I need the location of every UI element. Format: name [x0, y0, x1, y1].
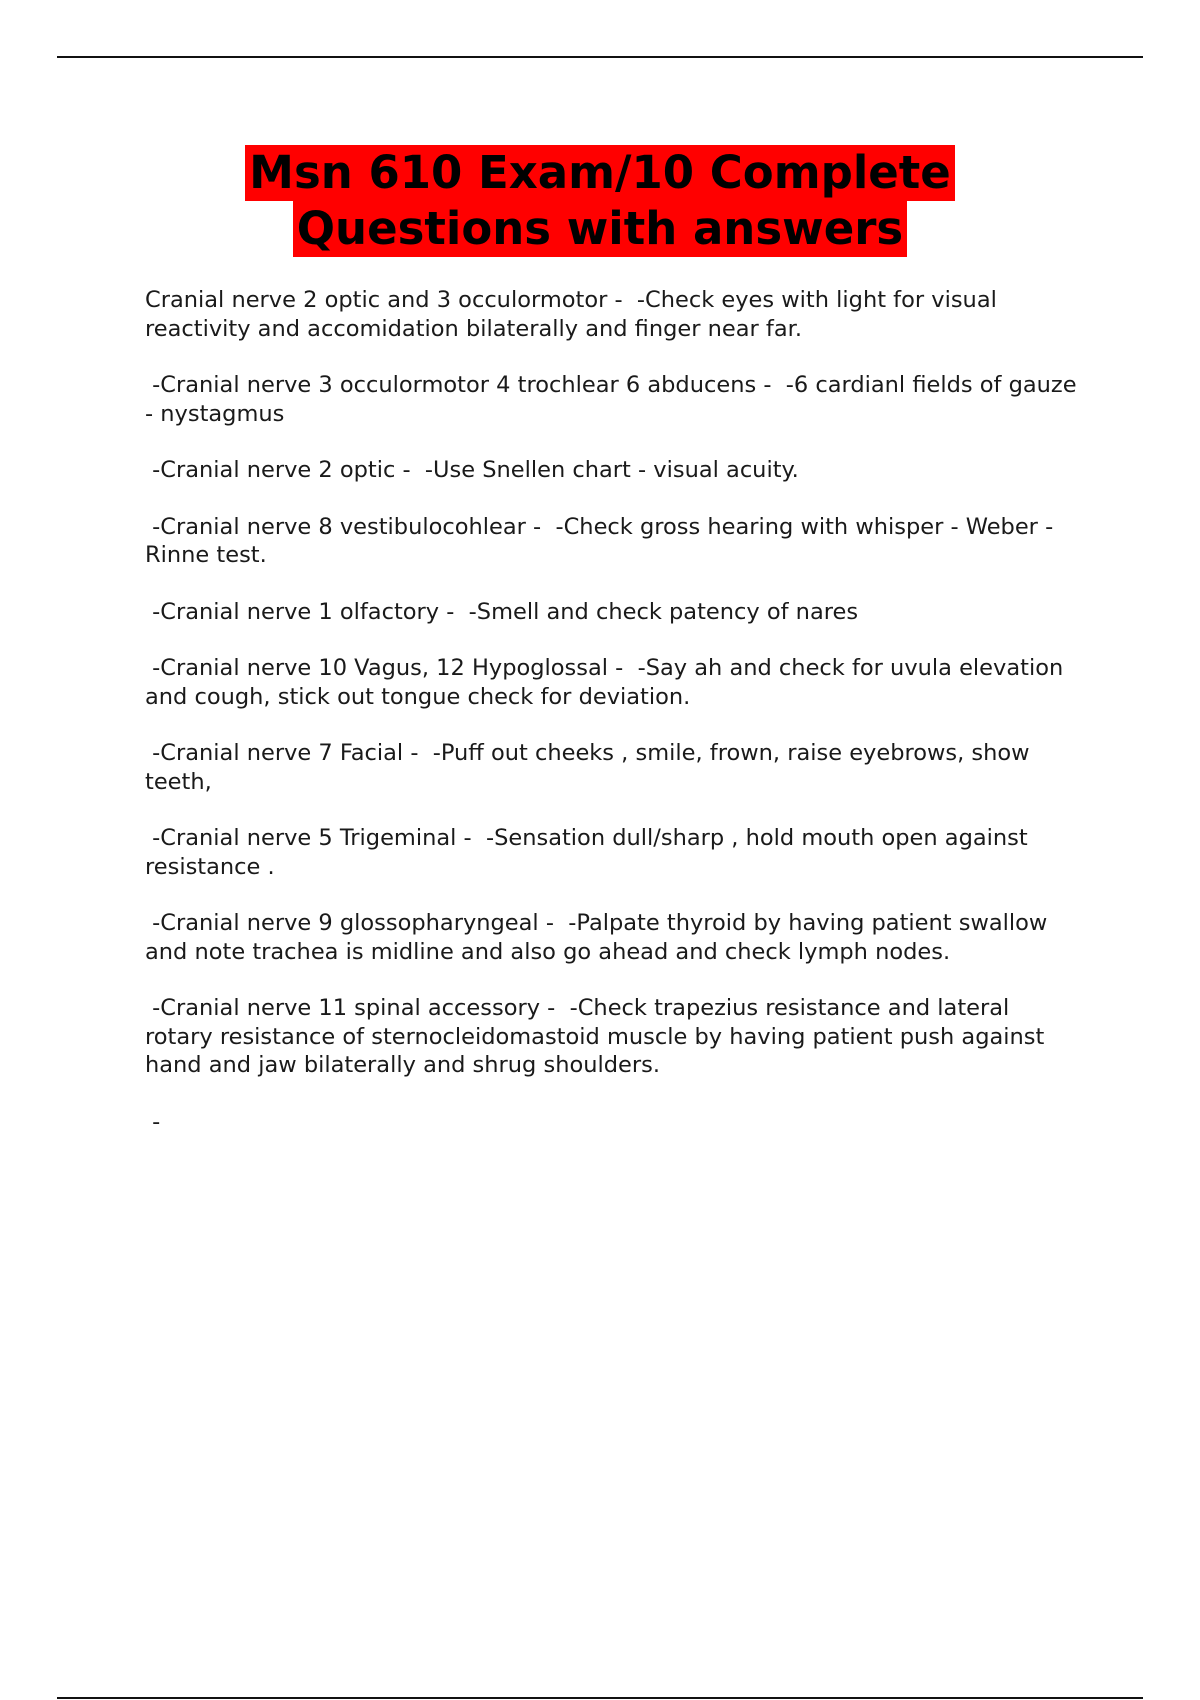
- qa-entry: -Cranial nerve 10 Vagus, 12 Hypoglossal - -Say ah and check for uvula elevation and cough, stick out tongue check for deviation.: [145, 655, 1071, 710]
- top-rule: [57, 56, 1143, 58]
- qa-entry-trailing-dash: -: [145, 1108, 161, 1135]
- qa-entry: -Cranial nerve 2 optic - -Use Snellen chart - visual acuity.: [145, 457, 799, 483]
- title-line-1: Msn 610 Exam/10 Complete: [245, 145, 955, 201]
- qa-entry: -Cranial nerve 1 olfactory - -Smell and check patency of nares: [145, 598, 859, 625]
- qa-entry: -Cranial nerve 5 Trigeminal - -Sensation dull/sharp , hold mouth open against resistance .: [145, 825, 1035, 880]
- qa-entry: -Cranial nerve 7 Facial - -Puff out cheeks , smile, frown, raise eyebrows, show teeth,: [145, 740, 1037, 795]
- title-line-2: Questions with answers: [293, 201, 907, 257]
- bottom-rule: [57, 1697, 1143, 1699]
- document-title: [0, 145, 1200, 257]
- document-body: [145, 286, 1084, 1164]
- qa-entry: -Cranial nerve 3 occulormotor 4 trochlear 6 abducens - -6 cardianl fields of gauze - nystagmus: [145, 372, 1084, 427]
- qa-entry: Cranial nerve 2 optic and 3 occulormotor - -Check eyes with light for visual reactivity and accomidation bilaterally and finger near far.: [145, 287, 1005, 342]
- qa-entry: -Cranial nerve 8 vestibulocohlear - -Check gross hearing with whisper - Weber - Rinne test.: [145, 513, 1061, 568]
- qa-entry: -Cranial nerve 11 spinal accessory - -Check trapezius resistance and lateral rotary resistance of sternocleidomastoid muscle by having patient push against hand and jaw bilaterally and shrug shoulders.: [145, 995, 1052, 1078]
- qa-entry: -Cranial nerve 9 glossopharyngeal - -Palpate thyroid by having patient swallow and note trachea is midline and also go ahead and check lymph nodes.: [145, 910, 1055, 965]
